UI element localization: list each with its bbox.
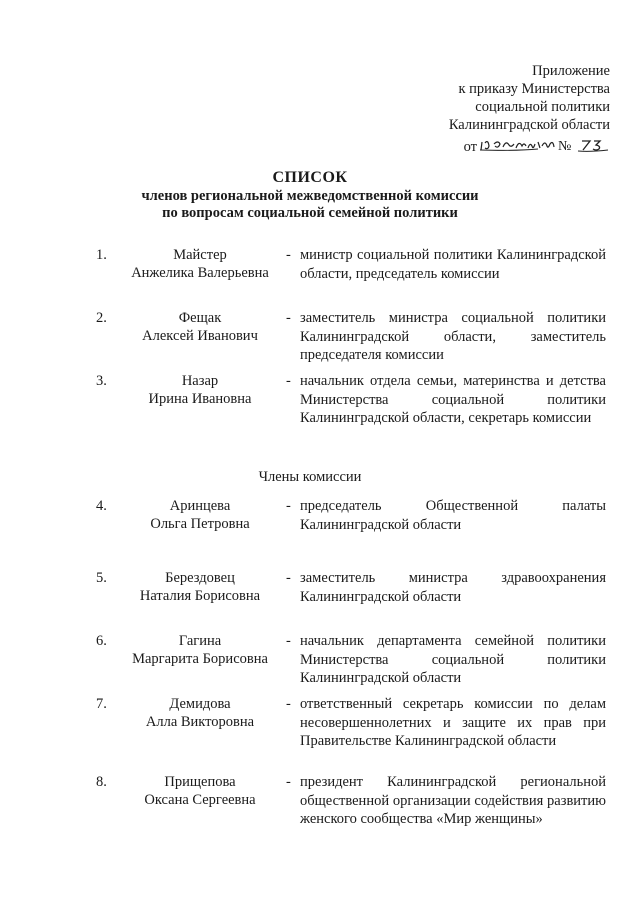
member-number: 8. <box>96 774 107 790</box>
member-name <box>118 309 282 345</box>
member-role: заместитель министра здравоохранения Калининградской области <box>300 570 606 605</box>
member-number: 3. <box>96 373 107 389</box>
member-given-names: Наталия Борисовна <box>139 588 261 604</box>
separator-dash: - <box>286 310 291 326</box>
appendix-ministry: социальной политики <box>475 99 610 115</box>
member-number: 6. <box>96 633 107 649</box>
member-surname: Назар <box>181 373 219 389</box>
member-role: начальник отдела семьи, материнства и детства Министерства социальной политики Калининградской области, секретарь комиссии <box>300 373 606 426</box>
member-role: президент Калининградской региональной общественной организации содействия развитию женского сообщества «Мир женщины» <box>300 774 606 827</box>
member-name <box>118 497 282 533</box>
member-number: 7. <box>96 696 107 712</box>
appendix-block <box>430 62 610 156</box>
separator-dash: - <box>286 570 291 586</box>
order-date-line <box>430 134 610 156</box>
member-name <box>118 246 282 282</box>
member-role: председатель Общественной палаты Калининградской области <box>300 498 606 533</box>
handwritten-order-date-and-number <box>478 136 610 156</box>
appendix-title: Приложение <box>532 63 610 79</box>
member-name <box>118 632 282 668</box>
member-surname: Майстер <box>173 247 227 263</box>
member-given-names: Алла Викторовна <box>145 714 255 730</box>
title-heading: СПИСОК <box>272 169 348 186</box>
member-role: начальник департамента семейной политики Министерства социальной политики Калининградской области <box>300 633 606 686</box>
title-subtitle-line-2: по вопросам социальной семейной политики <box>162 205 458 221</box>
member-given-names: Маргарита Борисовна <box>132 651 268 667</box>
separator-dash: - <box>286 696 291 712</box>
member-name <box>118 569 282 605</box>
appendix-order-ref: к приказу Министерства <box>458 81 610 97</box>
separator-dash: - <box>286 373 291 389</box>
members-section-heading: Члены комиссии <box>258 469 362 485</box>
member-name <box>118 372 282 408</box>
member-given-names: Анжелика Валерьевна <box>131 265 269 281</box>
member-given-names: Ольга Петровна <box>150 516 250 532</box>
member-role: министр социальной политики Калининградской области, председатель комиссии <box>300 247 606 282</box>
member-role: заместитель министра социальной политики Калининградской области, заместитель председателя комиссии <box>300 310 606 363</box>
separator-dash: - <box>286 498 291 514</box>
member-surname: Гагина <box>178 633 222 649</box>
member-given-names: Алексей Иванович <box>142 328 258 344</box>
member-role: ответственный секретарь комиссии по делам несовершеннолетних и защите их прав при Правительстве Калининградской области <box>300 696 606 749</box>
member-number: 1. <box>96 247 107 263</box>
document-title <box>0 168 620 222</box>
member-name <box>118 773 282 809</box>
order-prefix: от <box>463 139 477 155</box>
member-surname: Берездовец <box>165 570 235 586</box>
order-number-label: № <box>558 139 572 154</box>
member-number: 2. <box>96 310 107 326</box>
member-number: 5. <box>96 570 107 586</box>
member-given-names: Оксана Сергеевна <box>144 792 256 808</box>
member-surname: Демидова <box>169 696 231 712</box>
member-surname: Прищепова <box>164 774 236 790</box>
member-surname: Аринцева <box>169 498 231 514</box>
appendix-region: Калининградской области <box>448 117 610 133</box>
member-name <box>118 695 282 731</box>
title-subtitle-line-1: членов региональной межведомственной комиссии <box>141 188 479 204</box>
member-given-names: Ирина Ивановна <box>148 391 252 407</box>
member-surname: Фещак <box>178 310 222 326</box>
separator-dash: - <box>286 774 291 790</box>
separator-dash: - <box>286 247 291 263</box>
member-number: 4. <box>96 498 107 514</box>
separator-dash: - <box>286 633 291 649</box>
